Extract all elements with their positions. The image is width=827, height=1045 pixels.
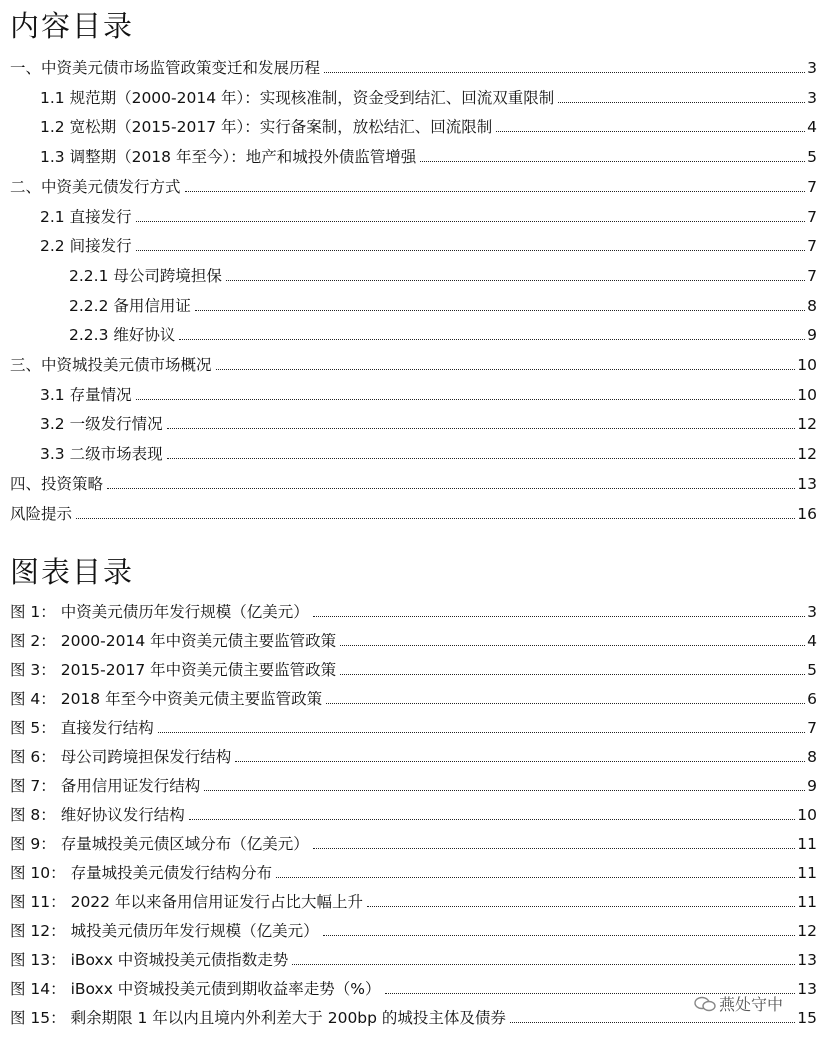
dot-leader [179, 338, 805, 340]
toc-entry[interactable] [0, 226, 817, 255]
dot-leader [136, 398, 796, 400]
dot-leader [216, 368, 796, 370]
figure-entry-title: 图 13： iBoxx 中资城投美元债指数走势 [10, 951, 289, 969]
figure-entry-title: 图 14： iBoxx 中资城投美元债到期收益率走势（%） [10, 980, 381, 998]
toc-entry[interactable] [0, 286, 817, 315]
wechat-icon [694, 996, 716, 1012]
figure-entry-title: 图 1： 中资美元债历年发行规模（亿美元） [10, 603, 309, 621]
figure-entry[interactable] [0, 766, 817, 795]
figure-entry[interactable] [0, 853, 817, 882]
figure-entry-page: 3 [807, 603, 817, 621]
figure-entry-title: 图 5： 直接发行结构 [10, 719, 154, 737]
toc-entry-title: 四、投资策略 [10, 474, 104, 493]
toc-entry[interactable] [0, 167, 817, 196]
toc-entry-page: 3 [807, 88, 817, 107]
figure-entry-page: 13 [797, 951, 817, 969]
toc-entry-page: 13 [797, 474, 817, 493]
dot-leader [235, 760, 805, 762]
toc-entry-page: 7 [807, 237, 817, 256]
toc-entry-title: 二、中资美元债发行方式 [10, 177, 181, 196]
toc-entry-title: 3.3 二级市场表现 [40, 445, 163, 464]
dot-leader [292, 963, 795, 965]
toc-entry-page: 7 [807, 207, 817, 226]
toc-entry-page: 4 [807, 118, 817, 137]
dot-leader [420, 160, 805, 162]
watermark-text: 燕处守中 [719, 995, 784, 1014]
dot-leader [324, 71, 805, 73]
dot-leader [340, 673, 805, 675]
toc-entry-title: 2.2.3 维好协议 [69, 326, 176, 345]
figure-entry[interactable] [0, 737, 817, 766]
dot-leader [323, 934, 796, 936]
toc-entry-title: 2.1 直接发行 [40, 207, 132, 226]
dot-leader [313, 615, 805, 617]
toc-entry-title: 3.1 存量情况 [40, 385, 132, 404]
figure-entry[interactable] [0, 824, 817, 853]
dot-leader [107, 487, 795, 489]
toc-entry[interactable] [0, 345, 817, 374]
toc-entry-page: 7 [807, 266, 817, 285]
figure-entry-page: 7 [807, 719, 817, 737]
toc-entry-title: 1.3 调整期（2018 年至今）：地产和城投外债监管增强 [40, 148, 417, 167]
figure-entry-page: 15 [797, 1009, 817, 1027]
figure-entry-page: 11 [797, 893, 817, 911]
toc-entry-page: 12 [797, 415, 817, 434]
dot-leader [326, 702, 805, 704]
dot-leader [158, 731, 805, 733]
toc-entry[interactable] [0, 256, 817, 285]
dot-leader [167, 427, 796, 429]
toc-entry[interactable] [0, 464, 817, 493]
figure-entry-page: 13 [797, 980, 817, 998]
dot-leader [185, 190, 806, 192]
figure-entry-title: 图 6： 母公司跨境担保发行结构 [10, 748, 232, 766]
figure-entry-title: 图 9： 存量城投美元债区域分布（亿美元） [10, 835, 309, 853]
toc-entry[interactable] [0, 404, 817, 433]
toc-entry[interactable] [0, 197, 817, 226]
figure-entry[interactable] [0, 911, 817, 940]
figure-entry-title: 图 4： 2018 年至今中资美元债主要监管政策 [10, 690, 323, 708]
dot-leader [136, 220, 806, 222]
toc-entry[interactable] [0, 375, 817, 404]
toc-entry-title: 2.2 间接发行 [40, 237, 132, 256]
toc-entry[interactable] [0, 434, 817, 463]
dot-leader [496, 130, 805, 132]
figure-entry-title: 图 7： 备用信用证发行结构 [10, 777, 201, 795]
figure-entry[interactable] [0, 650, 817, 679]
figure-entry-title: 图 8： 维好协议发行结构 [10, 806, 185, 824]
dot-leader [195, 309, 805, 311]
figure-entry-page: 11 [797, 864, 817, 882]
toc-entry[interactable] [0, 315, 817, 344]
toc-heading: 内容目录 [10, 9, 135, 43]
figure-entry-page: 4 [807, 632, 817, 650]
figure-entry-page: 9 [807, 777, 817, 795]
figure-entry[interactable] [0, 708, 817, 737]
figure-entry-page: 8 [807, 748, 817, 766]
toc-entry[interactable] [0, 107, 817, 136]
toc-entry-title: 3.2 一级发行情况 [40, 415, 163, 434]
figure-entry[interactable] [0, 621, 817, 650]
toc-entry[interactable] [0, 48, 817, 77]
dot-leader [189, 818, 796, 820]
figure-list-heading: 图表目录 [10, 555, 135, 589]
figure-entry-title: 图 2： 2000-2014 年中资美元债主要监管政策 [10, 632, 337, 650]
figure-entry-title: 图 3： 2015-2017 年中资美元债主要监管政策 [10, 661, 337, 679]
figure-entry[interactable] [0, 882, 817, 911]
figure-entry-title: 图 10： 存量城投美元债发行结构分布 [10, 864, 273, 882]
figure-entry-page: 10 [797, 806, 817, 824]
figure-entry-page: 5 [807, 661, 817, 679]
dot-leader [313, 847, 796, 849]
watermark [694, 992, 783, 1015]
toc-entry-page: 12 [797, 445, 817, 464]
toc-entry-page: 8 [807, 296, 817, 315]
toc-entry-page: 16 [797, 504, 817, 523]
dot-leader [340, 644, 805, 646]
figure-entry-title: 图 12： 城投美元债历年发行规模（亿美元） [10, 922, 319, 940]
toc-entry-title: 1.2 宽松期（2015-2017 年）：实行备案制，放松结汇、回流限制 [40, 118, 493, 137]
dot-leader [276, 876, 795, 878]
toc-entry-title: 2.2.1 母公司跨境担保 [69, 266, 222, 285]
figure-entry[interactable] [0, 940, 817, 969]
dot-leader [204, 789, 805, 791]
figure-entry-page: 11 [797, 835, 817, 853]
figure-entry[interactable] [0, 795, 817, 824]
figure-entry[interactable] [0, 592, 817, 621]
toc-entry-title: 1.1 规范期（2000-2014 年）：实现核准制，资金受到结汇、回流双重限制 [40, 88, 555, 107]
dot-leader [558, 101, 805, 103]
dot-leader [136, 249, 806, 251]
toc-entry-page: 5 [807, 148, 817, 167]
figure-entry-title: 图 15： 剩余期限 1 年以内且境内外利差大于 200bp 的城投主体及债券 [10, 1009, 506, 1027]
figure-entry-page: 12 [797, 922, 817, 940]
toc-entry-page: 3 [807, 59, 817, 77]
dot-leader [367, 905, 795, 907]
toc-entry-page: 7 [807, 177, 817, 196]
toc-entry-title: 2.2.2 备用信用证 [69, 296, 191, 315]
toc-entry-title: 三、中资城投美元债市场概况 [10, 356, 212, 374]
toc-entry[interactable] [0, 78, 817, 107]
toc-entry[interactable] [0, 494, 817, 523]
dot-leader [510, 1021, 795, 1023]
toc-entry-title: 一、中资美元债市场监管政策变迁和发展历程 [10, 59, 321, 77]
toc-entry-title: 风险提示 [10, 504, 73, 523]
dot-leader [76, 517, 795, 519]
toc-entry[interactable] [0, 137, 817, 166]
figure-entry-page: 6 [807, 690, 817, 708]
dot-leader [226, 279, 805, 281]
figure-entry[interactable] [0, 679, 817, 708]
figure-entry-title: 图 11： 2022 年以来备用信用证发行占比大幅上升 [10, 893, 363, 911]
toc-entry-page: 9 [807, 326, 817, 345]
toc-entry-page: 10 [797, 356, 817, 374]
toc-entry-page: 10 [797, 385, 817, 404]
dot-leader [167, 457, 796, 459]
